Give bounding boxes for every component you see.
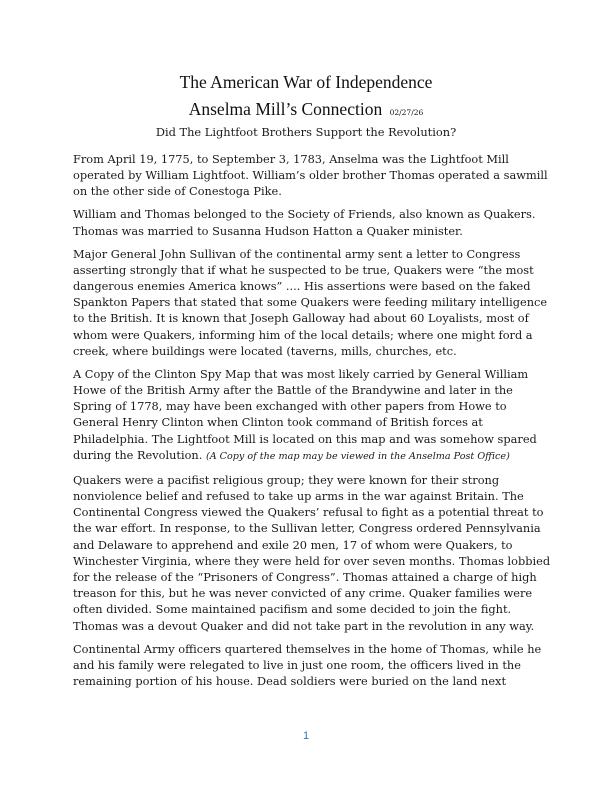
document-body	[73, 151, 551, 696]
paragraph-2: William and Thomas belonged to the Society of Friends, also known as Quakers. Thomas was married to Susanna Hudson Hatton a Quaker minister.	[73, 207, 536, 238]
paragraph-4	[73, 366, 551, 465]
document-title: The American War of Independence	[179, 72, 433, 92]
paragraph-4-text: A Copy of the Clinton Spy Map that was most likely carried by General William Howe of the British Army after the Battle of the Brandywine and later in the Spring of 1778, may have been exchanged with other papers from Howe to General Henry Clinton when Clinton took command of British forces at Philadelphia. The Lightfoot Mill is located on this map and was somehow spared during the Revolution.	[73, 366, 537, 462]
paragraph-5: Quakers were a pacifist religious group; they were known for their strong nonviolence belief and refused to take up arms in the war against Britain. The Continental Congress viewed the Quakers’ refusal to fight as a potential threat to the war effort. In response, to the Sullivan letter, Congress ordered Pennsylvania and Delaware to apprehend and exile 20 men, 17 of whom were Quakers, to Winchester Virginia, where they were held for over seven months. Thomas lobbied for the release of the “Prisoners of Congress”. Thomas attained a charge of high treason for this, but he was never convicted of any crime. Quaker families were often divided. Some maintained pacifism and some decided to join the fight. Thomas was a devout Quaker and did not take part in the revolution in any way.	[73, 472, 551, 633]
paragraph-6: Continental Army officers quartered themselves in the home of Thomas, while he and his family were relegated to live in just one room, the officers lived in the remaining portion of his house. Dead soldiers were buried on the land next	[73, 641, 542, 689]
paragraph-1: From April 19, 1775, to September 3, 1783, Anselma was the Lightfoot Mill operated by William Lightfoot. William’s older brother Thomas operated a sawmill on the other side of Conestoga Pike.	[73, 152, 548, 199]
subtitle-text: Anselma Mill’s Connection	[188, 99, 383, 119]
document-question: Did The Lightfoot Brothers Support the Revolution?	[155, 125, 457, 139]
document-subtitle	[0, 99, 612, 120]
map-note: (A Copy of the map may be viewed in the Anselma Post Office)	[205, 450, 510, 462]
page-number: 1	[302, 730, 310, 742]
document-date: 02/27/26	[389, 108, 424, 117]
paragraph-3: Major General John Sullivan of the continental army sent a letter to Congress asserting strongly that if what he suspected to be true, Quakers were “the most dangerous enemies America knows” .... His assertions were based on the faked Spankton Papers that stated that some Quakers were feeding military intelligence to the British. It is known that Joseph Galloway had about 60 Loyalists, most of whom were Quakers, informing him of the local details; where one might ford a creek, where buildings were located (taverns, mills, churches, etc.	[73, 246, 548, 358]
